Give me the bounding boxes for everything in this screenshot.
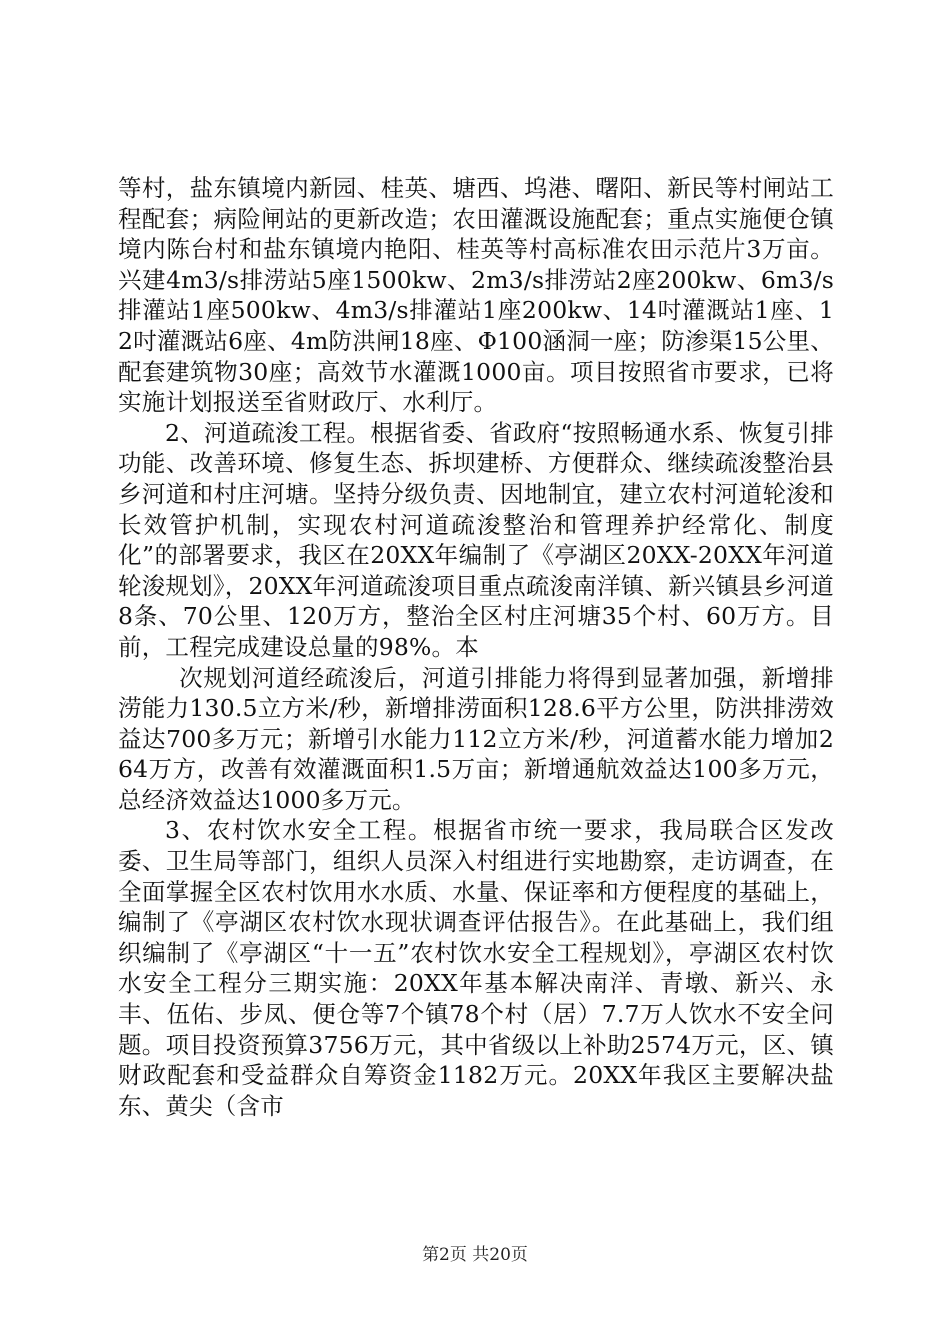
paragraph-river-dredging: 2、河道疏浚工程。根据省委、省政府“按照畅通水系、恢复引排功能、改善环境、修复生态、拆坝建桥、方便群众、继续疏浚整治县乡河道和村庄河塘。坚持分级负责、因地制宜，建立农村河道轮浚和长效管护机制，实现农村河道疏浚整治和管理养护经常化、制度化”的部署要求，我区在20XX年编制了《亭湖区20XX-20XX年河道轮浚规划》，20XX年河道疏浚项目重点疏浚南洋镇、新兴镇县乡河道8条、70公里、120万方，整治全区村庄河塘35个村、60万方。目前，工程完成建设总量的98%。本 <box>118 418 835 661</box>
paragraph-drinking-water: 3、农村饮水安全工程。根据省市统一要求，我局联合区发改委、卫生局等部门，组织人员深入村组进行实地勘察，走访调查，在全面掌握全区农村饮用水水质、水量、保证率和方便程度的基础上，编制了《亭湖区农村饮水现状调查评估报告》。在此基础上，我们组织编制了《亭湖区“十一五”农村饮水安全工程规划》，亭湖区农村饮水安全工程分三期实施：20XX年基本解决南洋、青墩、新兴、永丰、伍佑、步凤、便仓等7个镇78个村（居）7.7万人饮水不安全问题。项目投资预算3756万元，其中省级以上补助2574万元，区、镇财政配套和受益群众自筹资金1182万元。20XX年我区主要解决盐东、黄尖（含市 <box>118 816 834 1120</box>
document-body <box>118 173 834 1121</box>
paragraph-continuation: 等村，盐东镇境内新园、桂英、塘西、坞港、曙阳、新民等村闸站工程配套；病险闸站的更新改造；农田灌溉设施配套；重点实施便仓镇境内陈台村和盐东镇境内艳阳、桂英等村高标准农田示范片3万亩。兴建4m3/s排涝站5座1500kw、2m3/s排涝站2座200kw、6m3/s排灌站1座500kw、4m3/s排灌站1座200kw、14吋灌溉站1座、12吋灌溉站6座、4m防洪闸18座、Φ100涵洞一座；防渗渠15公里、配套建筑物30座；高效节水灌溉1000亩。项目按照省市要求，已将实施计划报送至省财政厅、水利厅。 <box>118 174 834 417</box>
paragraph-dredging-benefits: 次规划河道经疏浚后，河道引排能力将得到显著加强，新增排涝能力130.5立方米/秒，新增排涝面积128.6平方公里，防洪排涝效益达700多万元；新增引水能力112立方米/秒，河道蓄水能力增加264万方，改善有效灌溉面积1.5万亩；新增通航效益达100多万元，总经济效益达1000多万元。 <box>118 663 834 814</box>
page-footer: 第2页 共20页 <box>422 1245 528 1265</box>
